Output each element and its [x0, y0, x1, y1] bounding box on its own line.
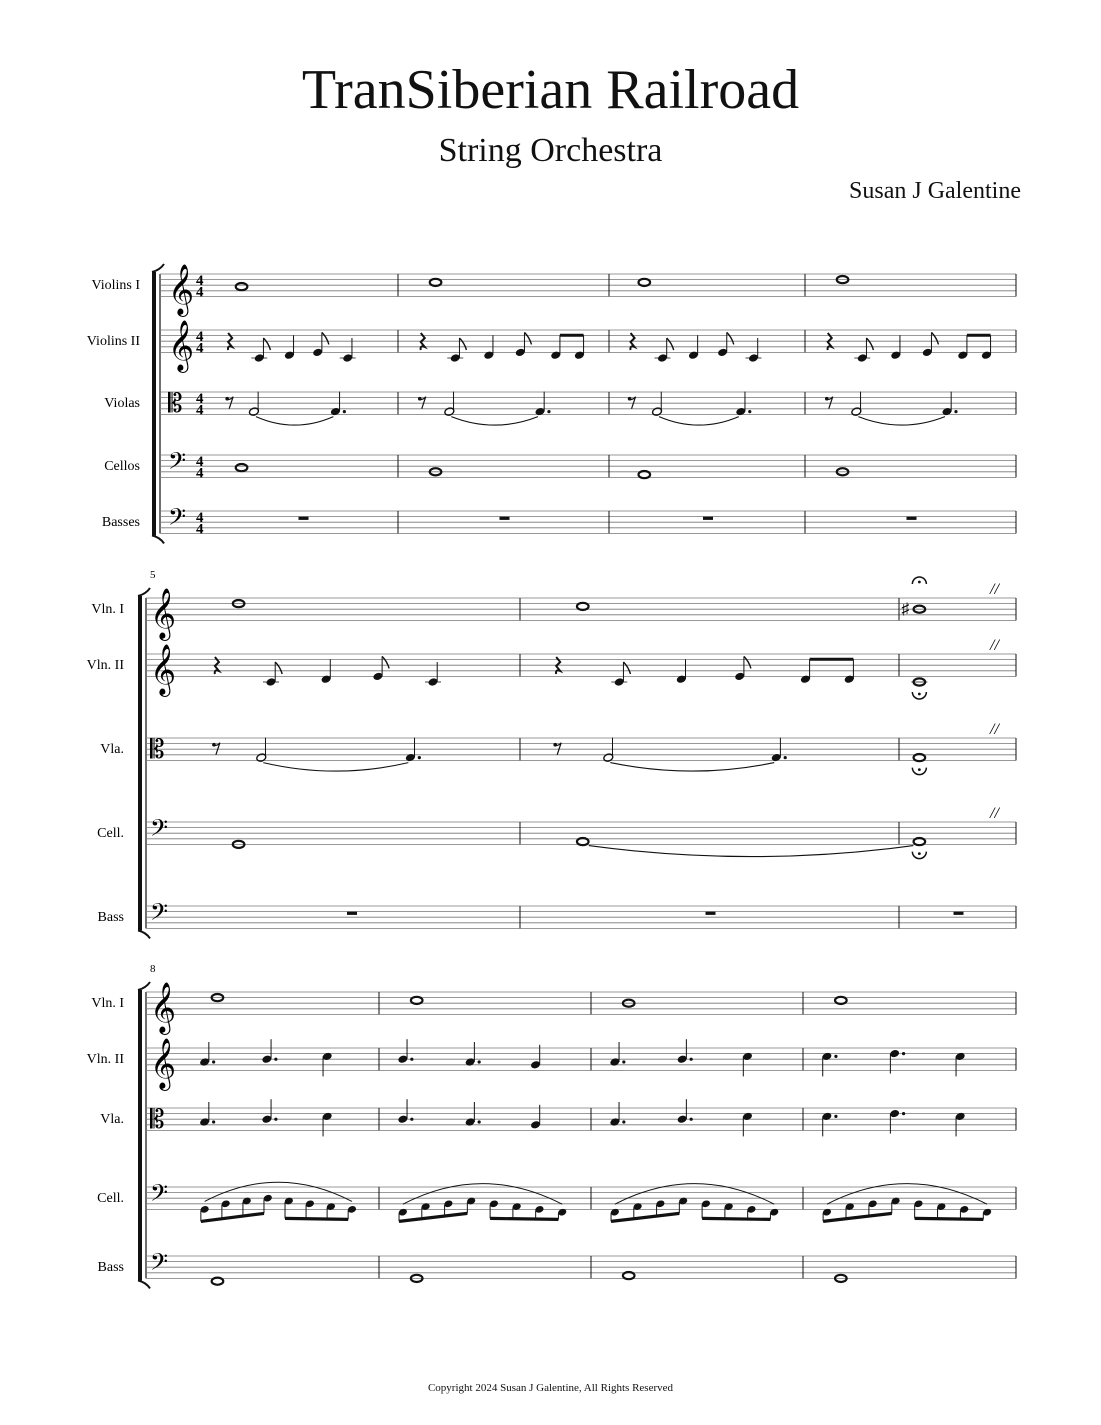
treble-clef-icon: 𝄞 [168, 321, 195, 370]
tie [659, 417, 739, 426]
bass-clef-icon: 𝄢 [150, 816, 169, 847]
whole-note [577, 838, 589, 845]
instrument-label: Violas [104, 396, 140, 412]
staff-violins-i [91, 265, 1016, 317]
staff-violins-ii [87, 321, 1016, 373]
staff-cellos [104, 449, 1016, 482]
note-flag [866, 338, 873, 350]
instrument-label: Cell. [97, 1191, 124, 1207]
dot [478, 1060, 481, 1063]
dot [547, 410, 550, 413]
note-flag [667, 338, 674, 350]
note-flag [931, 332, 938, 344]
instrument-label: Violins II [86, 334, 140, 350]
tie [263, 763, 408, 772]
tie [256, 417, 333, 426]
dot [784, 756, 787, 759]
whole-note [639, 471, 651, 478]
note-flag [459, 338, 466, 350]
note-beam [285, 1218, 348, 1219]
note-beam [823, 1213, 892, 1221]
time-signature-numerator: 4 [196, 510, 204, 526]
whole-rest-icon [299, 517, 309, 520]
time-signature-denominator: 4 [196, 284, 204, 301]
staff-cell [97, 805, 1016, 859]
note-beam [702, 1218, 770, 1219]
alto-clef-icon: 𝄡 [150, 735, 165, 764]
instrument-label: Vln. I [91, 602, 124, 618]
whole-note [914, 754, 926, 761]
staff-basses [102, 505, 1016, 538]
caesura-icon: // [990, 581, 999, 598]
note-beam [611, 1213, 679, 1221]
staff-vln-i [91, 577, 1016, 641]
note-beam [201, 1213, 264, 1221]
staff-vln-i [91, 983, 1016, 1035]
whole-rest-icon [347, 912, 357, 915]
dot [212, 1120, 215, 1123]
whole-rest-icon [703, 517, 713, 520]
dot [690, 1058, 693, 1061]
note-flag [382, 656, 389, 668]
bracket-bottom-hook [138, 930, 150, 938]
note-flag [727, 332, 734, 344]
instrument-label: Cell. [97, 826, 124, 842]
treble-clef-icon: 𝄞 [150, 1039, 177, 1088]
time-signature-denominator: 4 [196, 340, 204, 357]
dot [622, 1120, 625, 1123]
system-1 [87, 264, 1016, 543]
note-flag [623, 662, 630, 674]
whole-rest-icon [907, 517, 917, 520]
time-signature-numerator: 4 [196, 391, 204, 407]
instrument-label: Vln. II [86, 1052, 124, 1068]
note-flag [263, 338, 270, 350]
instrument-label: Bass [97, 1260, 124, 1276]
caesura-icon: // [990, 637, 999, 654]
instrument-label: Vln. I [91, 996, 124, 1012]
staff-bass [98, 900, 1016, 931]
dot [418, 756, 421, 759]
composer-name: Susan J Galentine [849, 178, 1021, 204]
dot [410, 1118, 413, 1121]
treble-clef-icon: 𝄞 [168, 265, 195, 314]
whole-note [236, 283, 248, 290]
fermata-dot [918, 768, 921, 771]
whole-note [236, 464, 248, 471]
system-bracket [138, 990, 142, 1280]
instrument-label: Vln. II [86, 658, 124, 674]
sharp-icon: ♯ [901, 601, 910, 619]
bass-clef-icon: 𝄢 [150, 1181, 169, 1212]
bracket-bottom-hook [138, 1280, 150, 1288]
dot [343, 410, 346, 413]
whole-note [835, 997, 847, 1004]
staff-cell [97, 1181, 1016, 1221]
system-bracket [152, 272, 156, 535]
dot [834, 1115, 837, 1118]
treble-clef-icon: 𝄞 [150, 983, 177, 1032]
bass-clef-icon: 𝄢 [168, 505, 187, 536]
alto-clef-icon: 𝄡 [150, 1105, 165, 1134]
note-beam [915, 1218, 984, 1219]
note-flag [744, 656, 751, 668]
time-signature-denominator: 4 [196, 402, 204, 419]
whole-rest-icon [954, 912, 964, 915]
treble-clef-icon: 𝄞 [150, 645, 177, 694]
dot [410, 1058, 413, 1061]
dot [748, 410, 751, 413]
dot [622, 1060, 625, 1063]
note-flag [322, 332, 329, 344]
instrument-label: Vla. [100, 1112, 124, 1128]
tie [610, 763, 774, 772]
score-subtitle: String Orchestra [438, 132, 663, 169]
bracket-top-hook [138, 588, 150, 596]
whole-note [639, 279, 651, 286]
caesura-icon: // [990, 721, 999, 738]
note-flag [524, 332, 531, 344]
dot [834, 1055, 837, 1058]
system-bracket [138, 596, 142, 930]
staff-vla [100, 1099, 1016, 1136]
instrument-label: Violins I [91, 278, 140, 294]
fermata-dot [918, 581, 921, 584]
staff-vln-ii [87, 637, 1016, 699]
staff-vln-ii [87, 1039, 1016, 1091]
whole-note [577, 603, 589, 610]
bass-clef-icon: 𝄢 [150, 900, 169, 931]
measure-number: 8 [150, 963, 156, 975]
bass-clef-icon: 𝄢 [150, 1250, 169, 1281]
bracket-top-hook [138, 982, 150, 990]
dot [902, 1052, 905, 1055]
whole-note [623, 1272, 635, 1279]
dot [274, 1118, 277, 1121]
dot [954, 410, 957, 413]
whole-note [212, 1278, 224, 1285]
instrument-label: Cellos [104, 459, 140, 475]
dot [690, 1118, 693, 1121]
staff-bass [98, 1250, 1016, 1285]
dot [478, 1120, 481, 1123]
bracket-bottom-hook [152, 535, 164, 543]
score-systems [87, 264, 1016, 1288]
system-3 [87, 963, 1016, 1288]
time-signature-numerator: 4 [196, 454, 204, 470]
time-signature-numerator: 4 [196, 273, 204, 289]
dot [212, 1060, 215, 1063]
instrument-label: Vla. [100, 742, 124, 758]
measure-number: 5 [150, 569, 156, 581]
staff-vla [100, 721, 1016, 775]
tie [858, 417, 945, 426]
dot [274, 1058, 277, 1061]
bracket-top-hook [152, 264, 164, 272]
note-beam [490, 1218, 558, 1219]
whole-note [411, 997, 423, 1004]
instrument-label: Bass [97, 910, 124, 926]
system-2 [87, 569, 1016, 938]
time-signature-denominator: 4 [196, 521, 204, 538]
time-signature-numerator: 4 [196, 329, 204, 345]
whole-note [430, 279, 442, 286]
copyright-notice: Copyright 2024 Susan J Galentine, All Rights Reserved [427, 1382, 674, 1394]
whole-rest-icon [500, 517, 510, 520]
whole-note [914, 838, 926, 845]
dot [902, 1112, 905, 1115]
time-signature-denominator: 4 [196, 465, 204, 482]
whole-rest-icon [706, 912, 716, 915]
tie [451, 417, 538, 426]
caesura-icon: // [990, 805, 999, 822]
bass-clef-icon: 𝄢 [168, 449, 187, 480]
alto-clef-icon: 𝄡 [168, 389, 183, 418]
tie [589, 846, 914, 857]
note-beam [399, 1213, 467, 1221]
note-flag [275, 662, 282, 674]
score-title: TranSiberian Railroad [301, 59, 800, 121]
instrument-label: Basses [101, 515, 140, 531]
fermata-dot [918, 693, 921, 696]
fermata-dot [918, 852, 921, 855]
treble-clef-icon: 𝄞 [150, 589, 177, 638]
staff-violas [104, 389, 1016, 425]
